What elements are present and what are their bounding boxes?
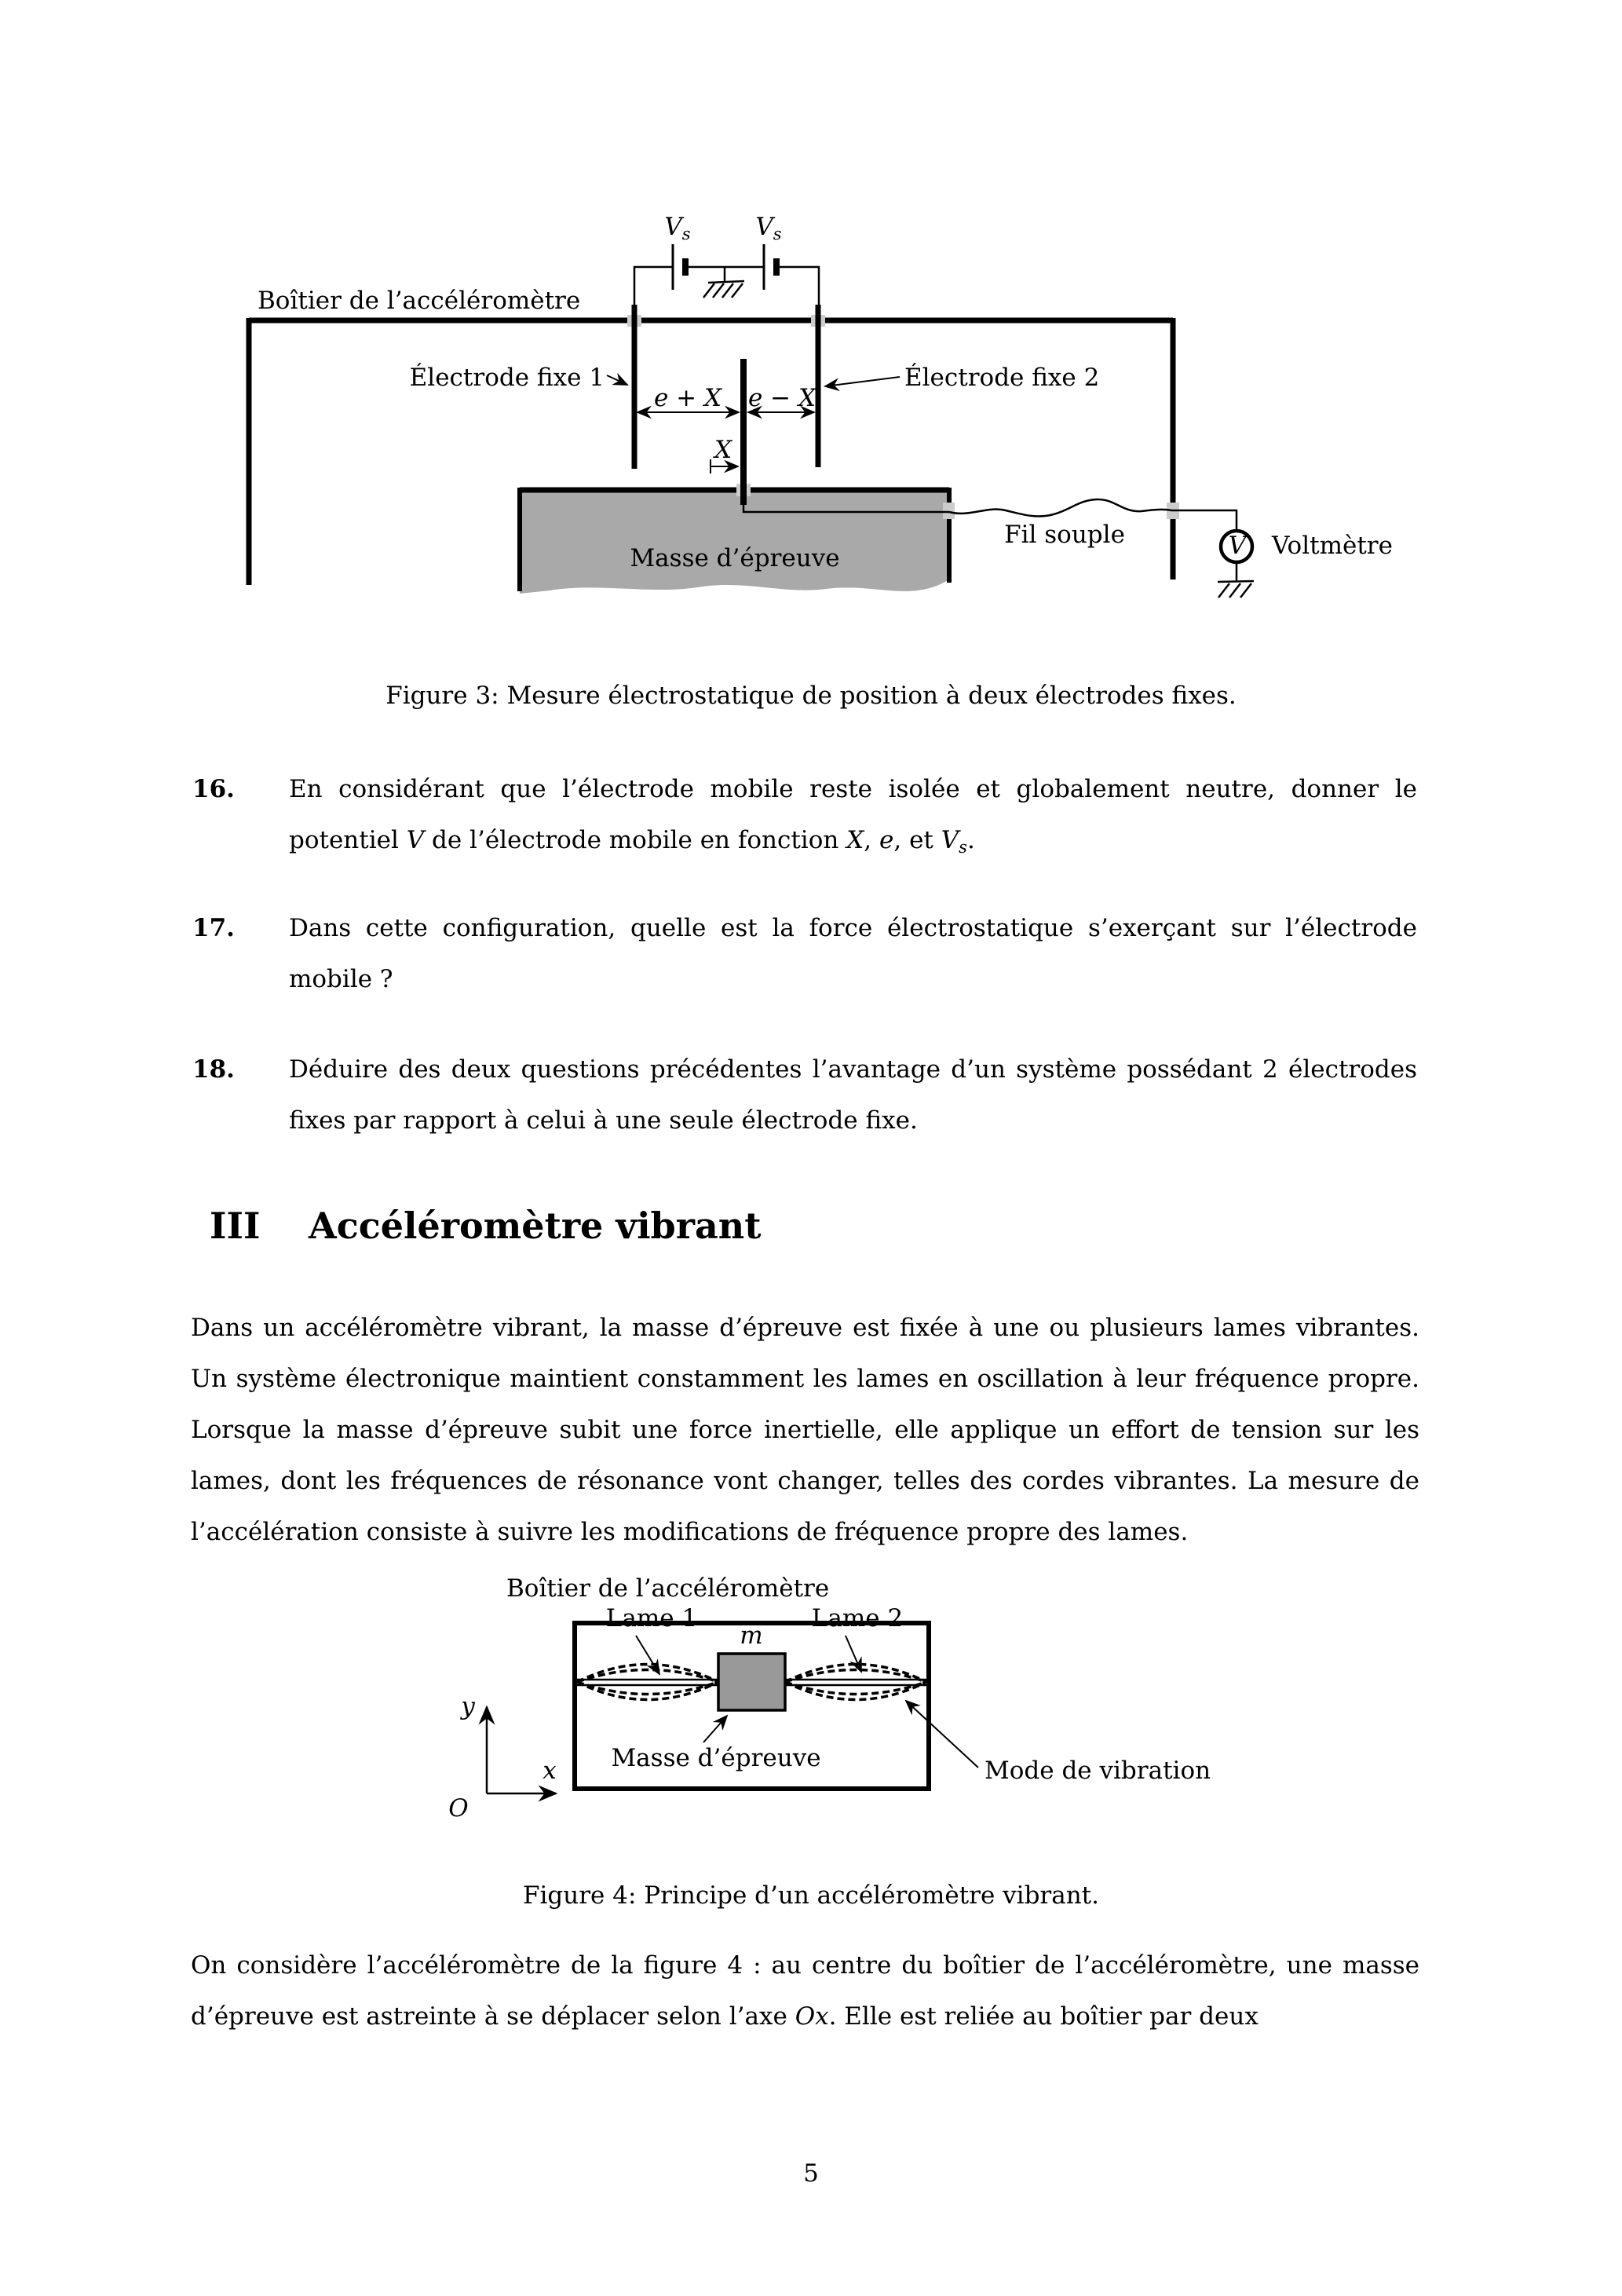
flexible-wire — [949, 499, 1171, 517]
voltmeter-label: Voltmètre — [1272, 532, 1393, 560]
displacement-label: X — [714, 436, 732, 464]
ground-icon — [703, 281, 744, 298]
question-18-text: Déduire des deux questions précédentes l’avantage d’un système possédant 2 électrodes fixes par rapport à celui à une seule électrode fixe. — [289, 1055, 1417, 1135]
section-number: III — [210, 1205, 261, 1247]
mass-symbol-label: m — [740, 1621, 763, 1650]
housing-label: Boîtier de l’accéléromètre — [258, 287, 581, 315]
proof-mass-label: Masse d’épreuve — [630, 544, 840, 572]
vs-label-right: $V_s$ — [755, 213, 782, 243]
housing-label: Boîtier de l’accéléromètre — [506, 1574, 830, 1603]
gap-plus-label: e + X — [653, 384, 722, 412]
question-16-text: En considérant que l’électrode mobile reste isolée et globalement neutre, donner le potentiel V de l’électrode mobile en fonction X, e, et $V_s$. — [289, 775, 1417, 857]
figure3-caption: Figure 3: Mesure électrostatique de position à deux électrodes fixes. — [385, 682, 1237, 710]
page-number: 5 — [803, 2159, 819, 2188]
y-axis-label: y — [461, 1692, 475, 1720]
vs-label-left: $V_s$ — [664, 213, 691, 243]
flexible-wire-label: Fil souple — [1004, 521, 1125, 549]
question-18-number: 18. — [192, 1055, 235, 1084]
x-axis-label: x — [542, 1757, 557, 1785]
blade1-label: Lame 1 — [605, 1604, 698, 1632]
closing-paragraph: On considère l’accéléromètre de la figure 4 : au centre du boîtier de l’accéléromètre, une masse d’épreuve est astreinte à se déplacer selon l’axe Ox. Elle est reliée au boîtier par deux — [191, 1951, 1419, 2031]
question-17-number: 17. — [192, 914, 235, 942]
electrode1-label: Électrode fixe 1 — [409, 364, 605, 392]
electrode2-label: Électrode fixe 2 — [904, 364, 1100, 392]
question-16-number: 16. — [192, 775, 235, 803]
proof-mass-shape — [520, 490, 949, 594]
ground-icon — [1218, 581, 1254, 598]
proof-mass-label: Masse d’épreuve — [611, 1744, 821, 1772]
question-17-text: Dans cette configuration, quelle est la force électrostatique s’exerçant sur l’électrode mobile ? — [289, 914, 1417, 993]
vibration-mode-label: Mode de vibration — [985, 1757, 1211, 1785]
voltmeter-symbol-label: V — [1228, 532, 1247, 560]
intro-paragraph: Dans un accéléromètre vibrant, la masse d’épreuve est fixée à une ou plusieurs lames vibrantes. Un système électronique maintient constamment les lames en oscillation à leur fréquence propre. Lorsque la masse d’épreuve subit une force inertielle, elle applique un effort de tension sur les lames, dont les fréquences de résonance vont changer, telles des cordes vibrantes. La mesure de l’accélération consiste à suivre les modifications de fréquence propre des lames. — [191, 1314, 1419, 1546]
section-title: Accéléromètre vibrant — [309, 1205, 762, 1247]
proof-mass-block — [718, 1654, 785, 1710]
gap-minus-label: e − X — [747, 384, 816, 412]
origin-label: O — [448, 1794, 469, 1823]
blade2-label: Lame 2 — [811, 1604, 904, 1632]
figure4-caption: Figure 4: Principe d’un accéléromètre vibrant. — [523, 1881, 1099, 1910]
